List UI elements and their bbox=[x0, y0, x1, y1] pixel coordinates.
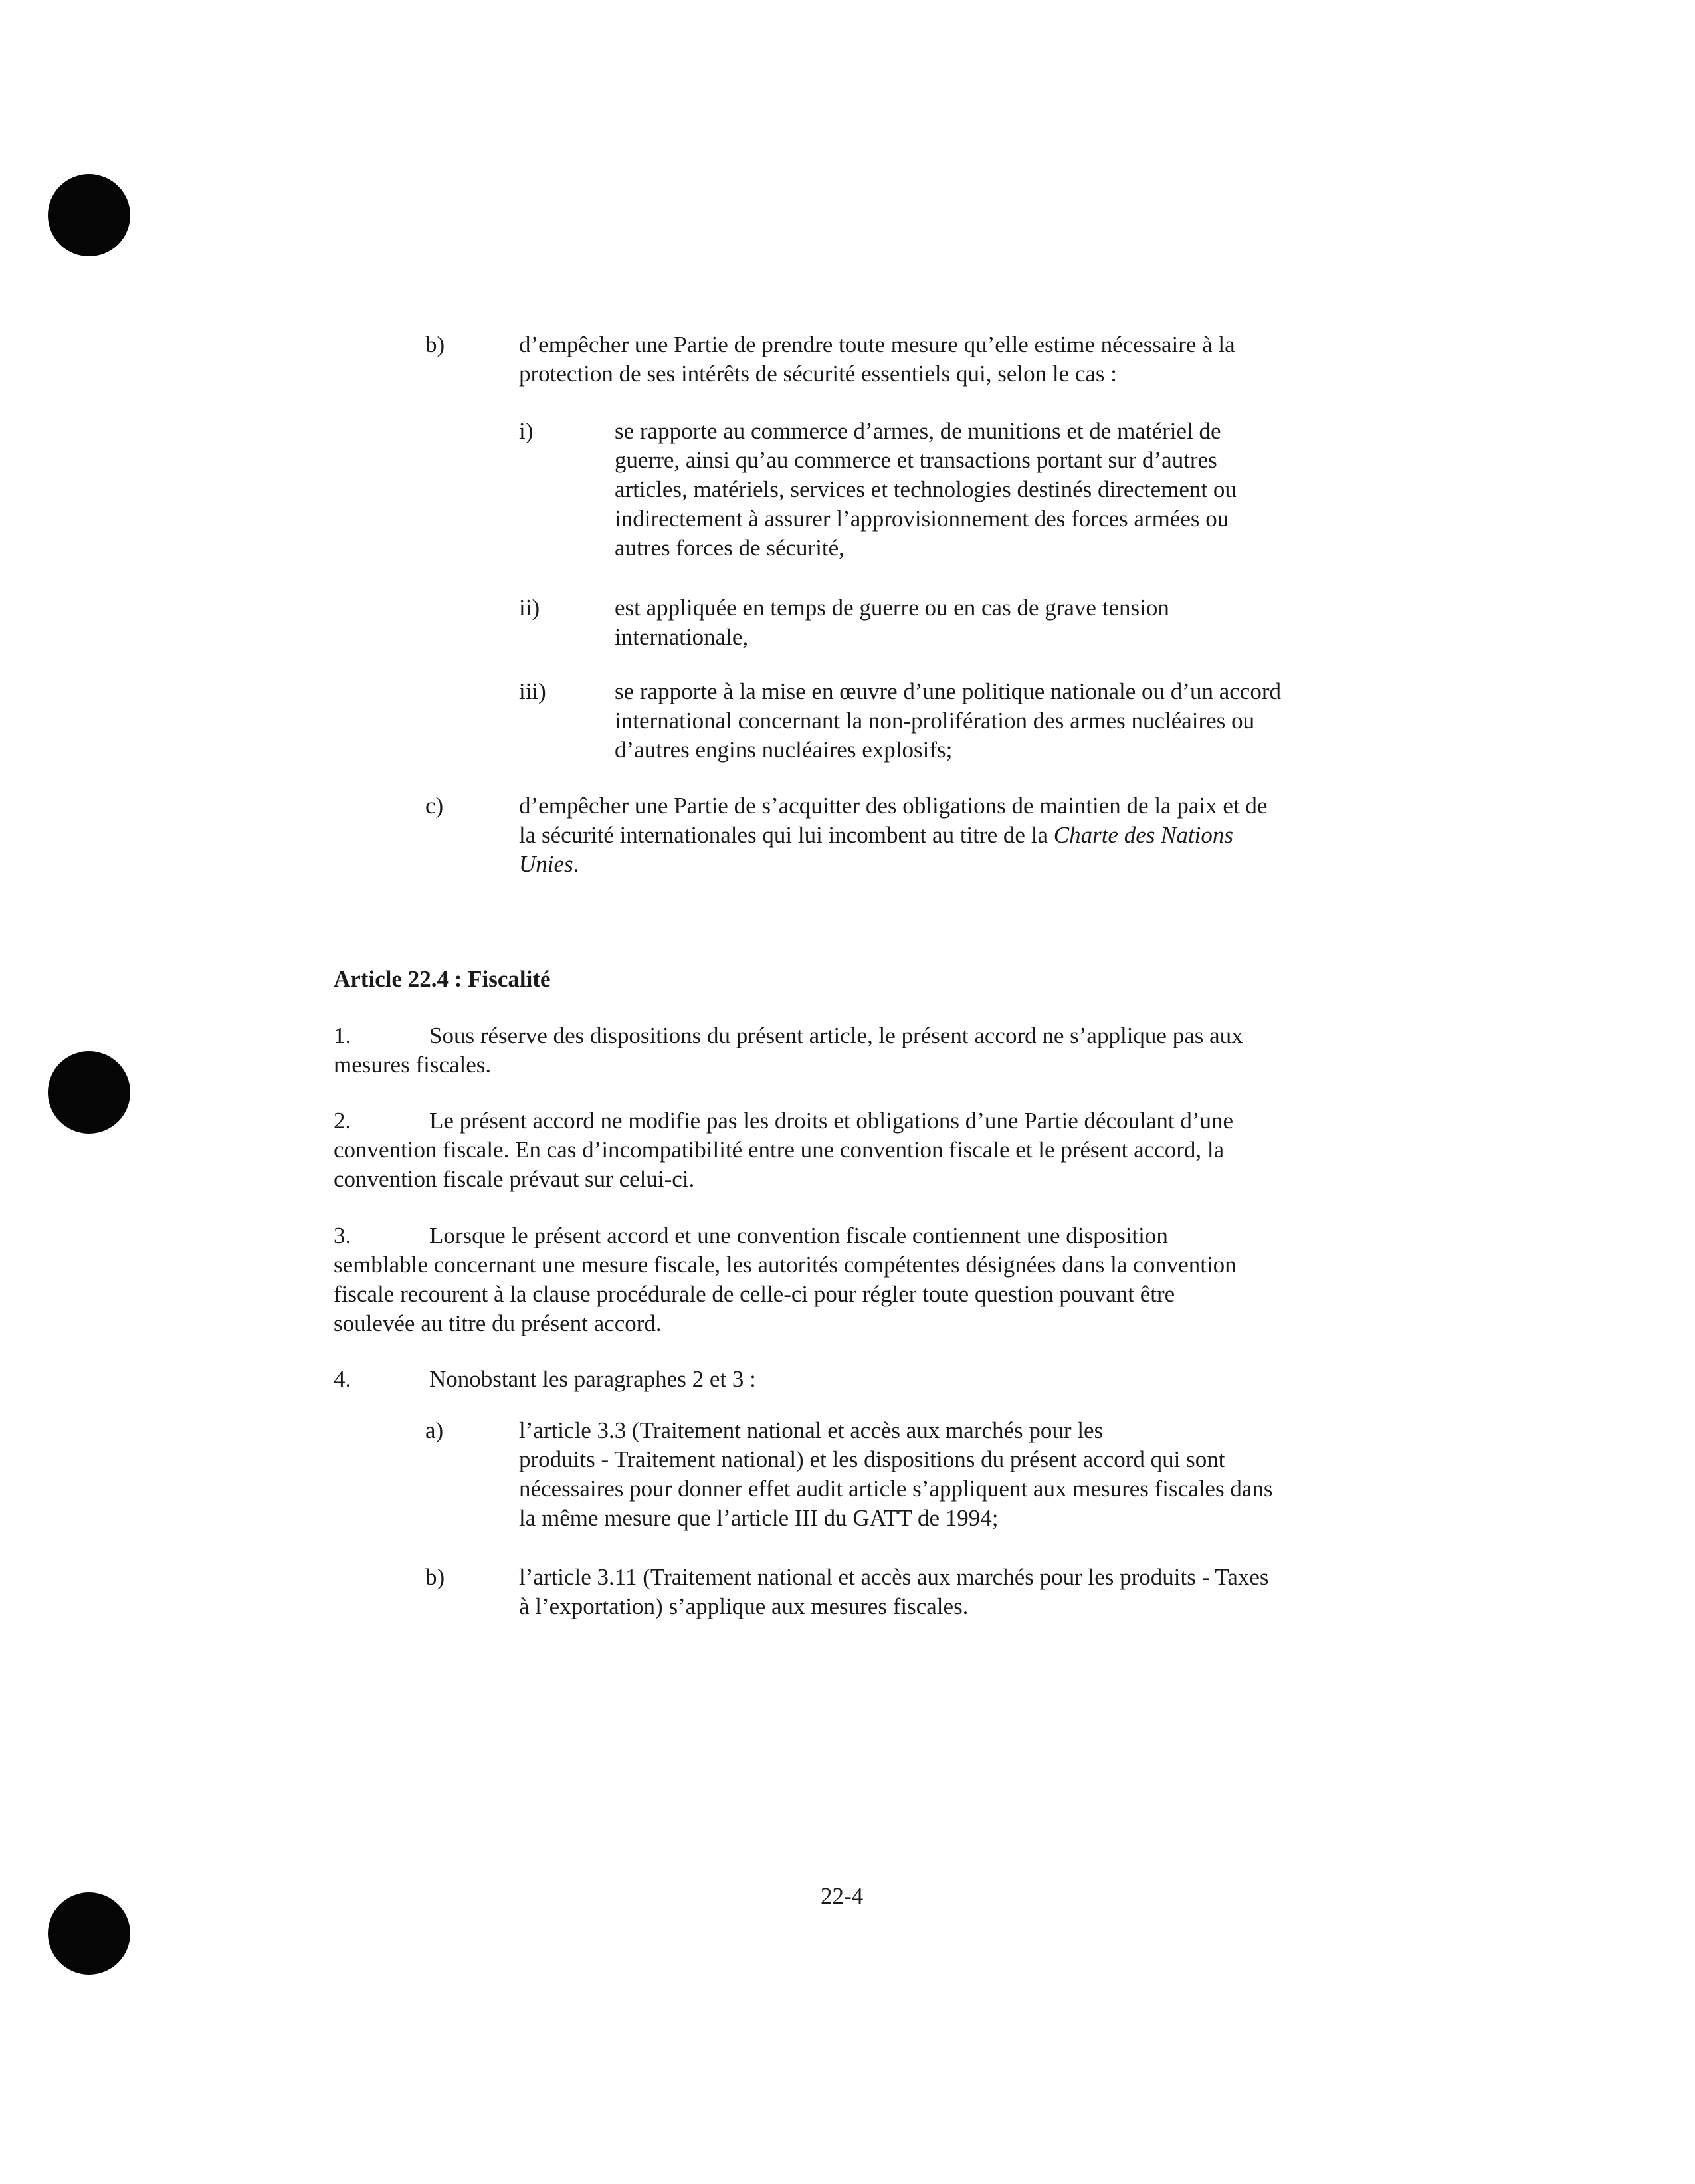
paragraph-body bbox=[334, 1250, 1397, 1338]
text-line: Le présent accord ne modifie pas les droits et obligations d’une Partie découlant d’une bbox=[429, 1108, 1234, 1134]
punch-hole-bottom bbox=[48, 1892, 130, 1975]
article-heading: Article 22.4 : Fiscalité bbox=[334, 966, 551, 992]
text-line: internationale, bbox=[615, 624, 749, 650]
subitem-i-label: i) bbox=[519, 418, 534, 444]
paragraph-body bbox=[334, 1050, 1397, 1080]
text-line: convention fiscale. En cas d’incompatibilité entre une convention fiscale et le présent accord, la bbox=[334, 1137, 1225, 1163]
text-line: Nonobstant les paragraphes 2 et 3 : bbox=[429, 1366, 756, 1392]
subitem-iii-text bbox=[615, 677, 1379, 765]
subparagraph-text bbox=[519, 1563, 1403, 1621]
paragraph-number: 1. bbox=[334, 1023, 351, 1048]
text-line: protection de ses intérêts de sécurité essentiels qui, selon le cas : bbox=[519, 361, 1118, 387]
subparagraph-label: a) bbox=[425, 1417, 444, 1443]
text-line: mesures fiscales. bbox=[334, 1052, 492, 1078]
item-b-label: b) bbox=[425, 332, 445, 357]
item-b-text bbox=[519, 330, 1396, 389]
text-line: Sous réserve des dispositions du présent article, le présent accord ne s’applique pas aux bbox=[429, 1023, 1243, 1048]
subitem-ii-text bbox=[615, 593, 1379, 652]
subparagraph-text bbox=[519, 1416, 1403, 1533]
text-line: indirectement à assurer l’approvisionnement des forces armées ou bbox=[615, 506, 1229, 532]
text-line: soulevée au titre du présent accord. bbox=[334, 1310, 662, 1336]
text-line: se rapporte à la mise en œuvre d’une politique nationale ou d’un accord bbox=[615, 678, 1281, 704]
text-run: . bbox=[573, 851, 579, 877]
text-line: produits - Traitement national) et les dispositions du présent accord qui sont bbox=[519, 1446, 1225, 1472]
text-line: nécessaires pour donner effet audit article s’appliquent aux mesures fiscales dans bbox=[519, 1476, 1273, 1502]
item-c-text bbox=[519, 791, 1396, 879]
text-line: d’empêcher une Partie de prendre toute mesure qu’elle estime nécessaire à la bbox=[519, 332, 1235, 357]
text-line: d’autres engins nucléaires explosifs; bbox=[615, 737, 953, 763]
paragraph-number: 2. bbox=[334, 1108, 351, 1134]
text-line: se rapporte au commerce d’armes, de munitions et de matériel de bbox=[615, 418, 1221, 444]
text-line: l’article 3.11 (Traitement national et accès aux marchés pour les produits - Taxes bbox=[519, 1564, 1269, 1590]
text-line: à l’exportation) s’applique aux mesures fiscales. bbox=[519, 1593, 969, 1619]
page-number: 22-4 bbox=[821, 1883, 864, 1909]
subitem-ii-label: ii) bbox=[519, 595, 540, 621]
text-line: la même mesure que l’article III du GATT de 1994; bbox=[519, 1505, 999, 1531]
paragraph-body bbox=[334, 1136, 1397, 1194]
text-line: articles, matériels, services et technologies destinés directement ou bbox=[615, 476, 1237, 502]
text-line: convention fiscale prévaut sur celui-ci. bbox=[334, 1166, 695, 1192]
punch-hole-top bbox=[48, 174, 130, 256]
text-run: la sécurité internationales qui lui incombent au titre de la bbox=[519, 822, 1054, 848]
paragraph-number: 3. bbox=[334, 1223, 351, 1248]
text-line: international concernant la non-prolifération des armes nucléaires ou bbox=[615, 708, 1255, 734]
text-line bbox=[519, 821, 1396, 850]
subitem-i-text bbox=[615, 417, 1379, 563]
text-line: autres forces de sécurité, bbox=[615, 535, 845, 561]
text-line: est appliquée en temps de guerre ou en cas de grave tension bbox=[615, 595, 1169, 621]
text-line: guerre, ainsi qu’au commerce et transactions portant sur d’autres bbox=[615, 447, 1217, 473]
punch-hole-middle bbox=[48, 1051, 130, 1134]
text-line: fiscale recourent à la clause procédurale de celle-ci pour régler toute question pouvant être bbox=[334, 1281, 1175, 1307]
text-line bbox=[519, 850, 1396, 879]
text-line: semblable concernant une mesure fiscale, les autorités compétentes désignées dans la convention bbox=[334, 1252, 1237, 1278]
text-line: l’article 3.3 (Traitement national et accès aux marchés pour les bbox=[519, 1417, 1104, 1443]
item-c-label: c) bbox=[425, 793, 444, 819]
charter-title: Charte des Nations bbox=[1053, 822, 1234, 848]
text-line: d’empêcher une Partie de s’acquitter des obligations de maintien de la paix et de bbox=[519, 793, 1268, 819]
subitem-iii-label: iii) bbox=[519, 678, 546, 704]
paragraph-number: 4. bbox=[334, 1366, 351, 1392]
charter-title-end: Unies bbox=[519, 851, 573, 877]
text-line: Lorsque le présent accord et une convention fiscale contiennent une disposition bbox=[429, 1223, 1168, 1248]
subparagraph-label: b) bbox=[425, 1564, 445, 1590]
